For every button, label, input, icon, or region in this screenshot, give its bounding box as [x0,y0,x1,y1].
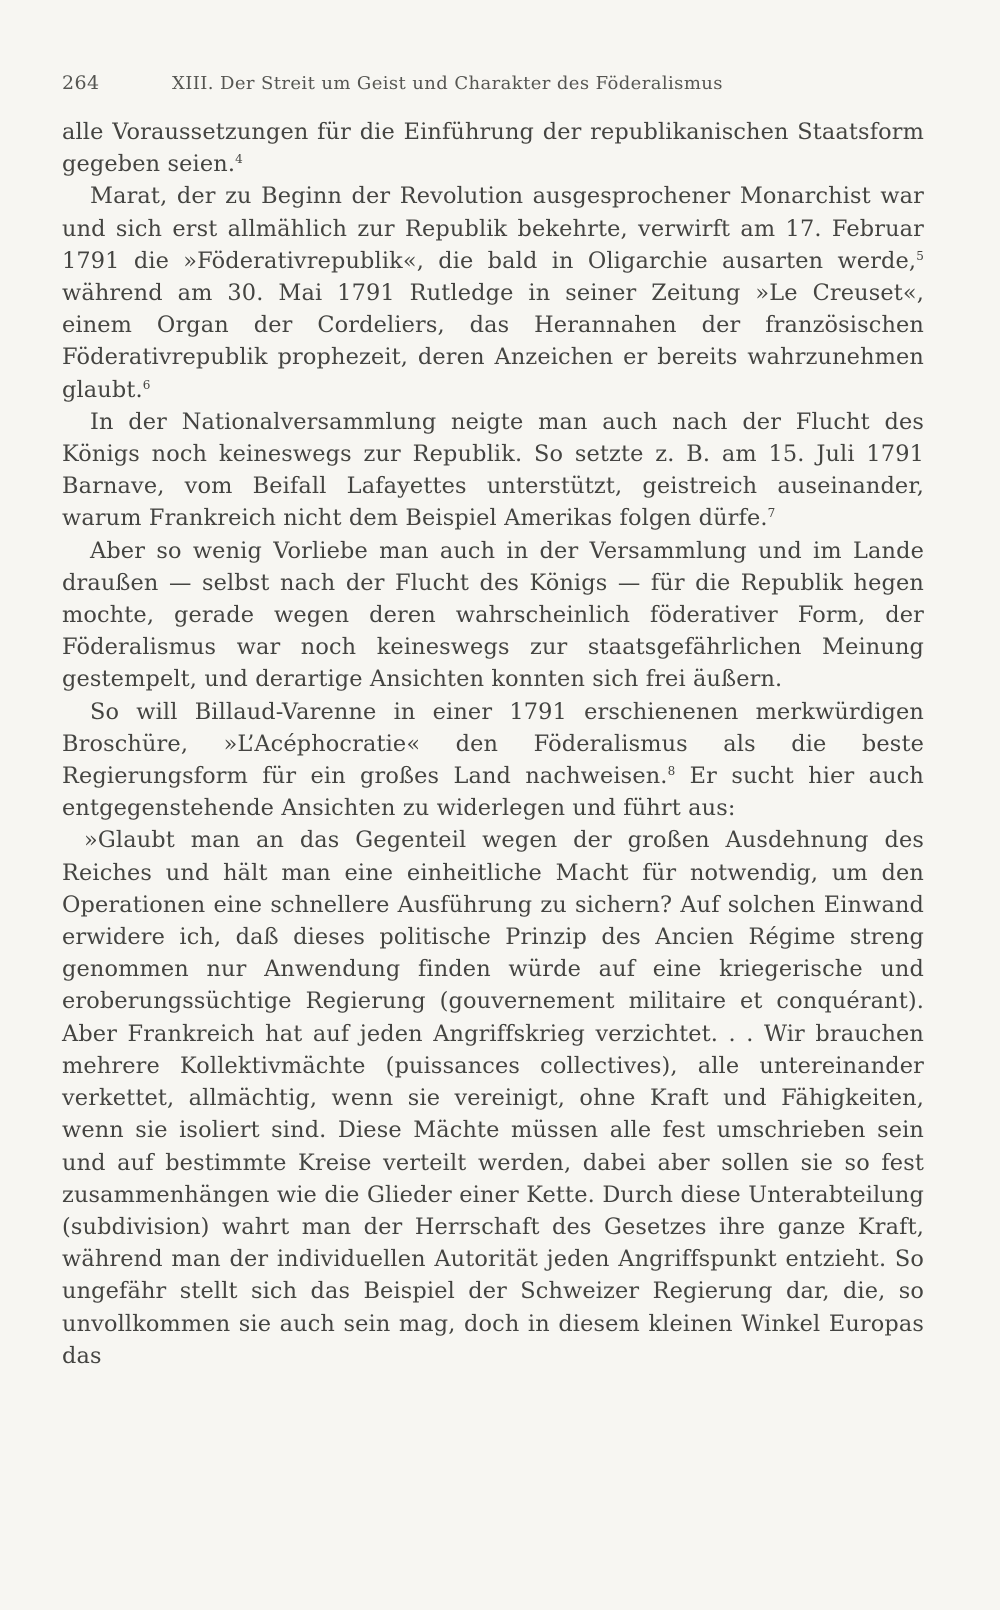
footnote-marker: 4 [235,152,243,167]
footnote-marker: 8 [667,764,676,779]
paragraph-text: Marat, der zu Beginn der Revolution ausgesprochener Monarchist war und sich erst allmählich zur Republik bekehrte, verwirft am 17. Februar 1791 die »Föderativrepublik«, die bald in Oligarchie ausarten werde, [62,183,924,274]
paragraph-marat [62,180,924,405]
footnote-marker: 5 [916,248,924,263]
body-text [62,116,924,1372]
paragraph-text: Er sucht hier auch entgegenstehende Ansichten zu widerlegen und führt aus: [62,763,924,822]
paragraph-text: während am 30. Mai 1791 Rutledge in seiner Zeitung »Le Creuset«, einem Organ der Cordeliers, das Herannahen der französischen Föderativrepublik prophezeit, deren Anzeichen er bereits wahrzunehmen glaubt. [62,280,924,403]
footnote-marker: 7 [767,506,776,521]
paragraph-nationalversammlung [62,406,924,535]
paragraph-continuation [62,116,924,180]
page-number: 264 [62,72,100,94]
paragraph-text: Aber so wenig Vorliebe man auch in der Versammlung und im Lande draußen — selbst nach der Flucht des Königs — für die Republik hegen mochte, gerade wegen deren wahrscheinlich föderativer Form, der Föderalismus war noch keineswegs zur staatsgefährlichen Meinung gestempelt, und derartige Ansichten konnten sich frei äußern. [62,537,924,693]
paragraph-text: »Glaubt man an das Gegenteil wegen der großen Ausdehnung des Reiches und hält man eine einheitliche Macht für notwendig, um den Operationen eine schnellere Ausführung zu sichern? Auf solchen Einwand erwidere ich, daß dieses politische Prinzip des Ancien Régime streng genommen nur Anwendung finden würde auf eine kriegerische und eroberungssüchtige Regierung (gouvernement militaire et conquérant). Aber Frankreich hat auf jeden Angriffskrieg verzichtet. . . Wir brauchen mehrere Kollektivmächte (puissances collectives), alle untereinander verkettet, allmächtig, wenn sie vereinigt, ohne Kraft und Fähigkeiten, wenn sie isoliert sind. Diese Mächte müssen alle fest umschrieben sein und auf bestimmte Kreise verteilt werden, dabei aber sollen sie so fest zusammenhängen wie die Glieder einer Kette. Durch diese Unterabteilung (subdivision) wahrt man der Herrschaft des Gesetzes ihre ganze Kraft, während man der individuellen Autorität jeden Angriffspunkt entzieht. So ungefähr stellt sich das Beispiel der Schweizer Regierung dar, die, so unvollkommen sie auch sein mag, doch in diesem kleinen Winkel Europas das [62,827,924,1369]
page-header [62,72,924,94]
paragraph-text: In der Nationalversammlung neigte man auch nach der Flucht des Königs noch keineswegs zur Republik. So setzte z. B. am 15. Juli 1791 Barnave, vom Beifall Lafayettes unterstützt, geistreich auseinander, warum Frankreich nicht dem Beispiel Amerikas folgen dürfe. [62,408,924,532]
paragraph-text: alle Voraussetzungen für die Einführung der republikanischen Staatsform gegeben seien. [62,119,924,178]
paragraph-quotation [62,824,924,1371]
paragraph-billaud-varenne [62,696,924,825]
paragraph-vorliebe [62,535,924,696]
paragraph-text: So will Billaud-Varenne in einer 1791 erschienenen merkwürdigen Broschüre, »L’Acéphocratie« den Föderalismus als die beste Regierungsform für ein großes Land nachweisen. [62,698,924,790]
running-title: XIII. Der Streit um Geist und Charakter des Föderalismus [172,73,723,94]
footnote-marker: 6 [142,377,151,392]
